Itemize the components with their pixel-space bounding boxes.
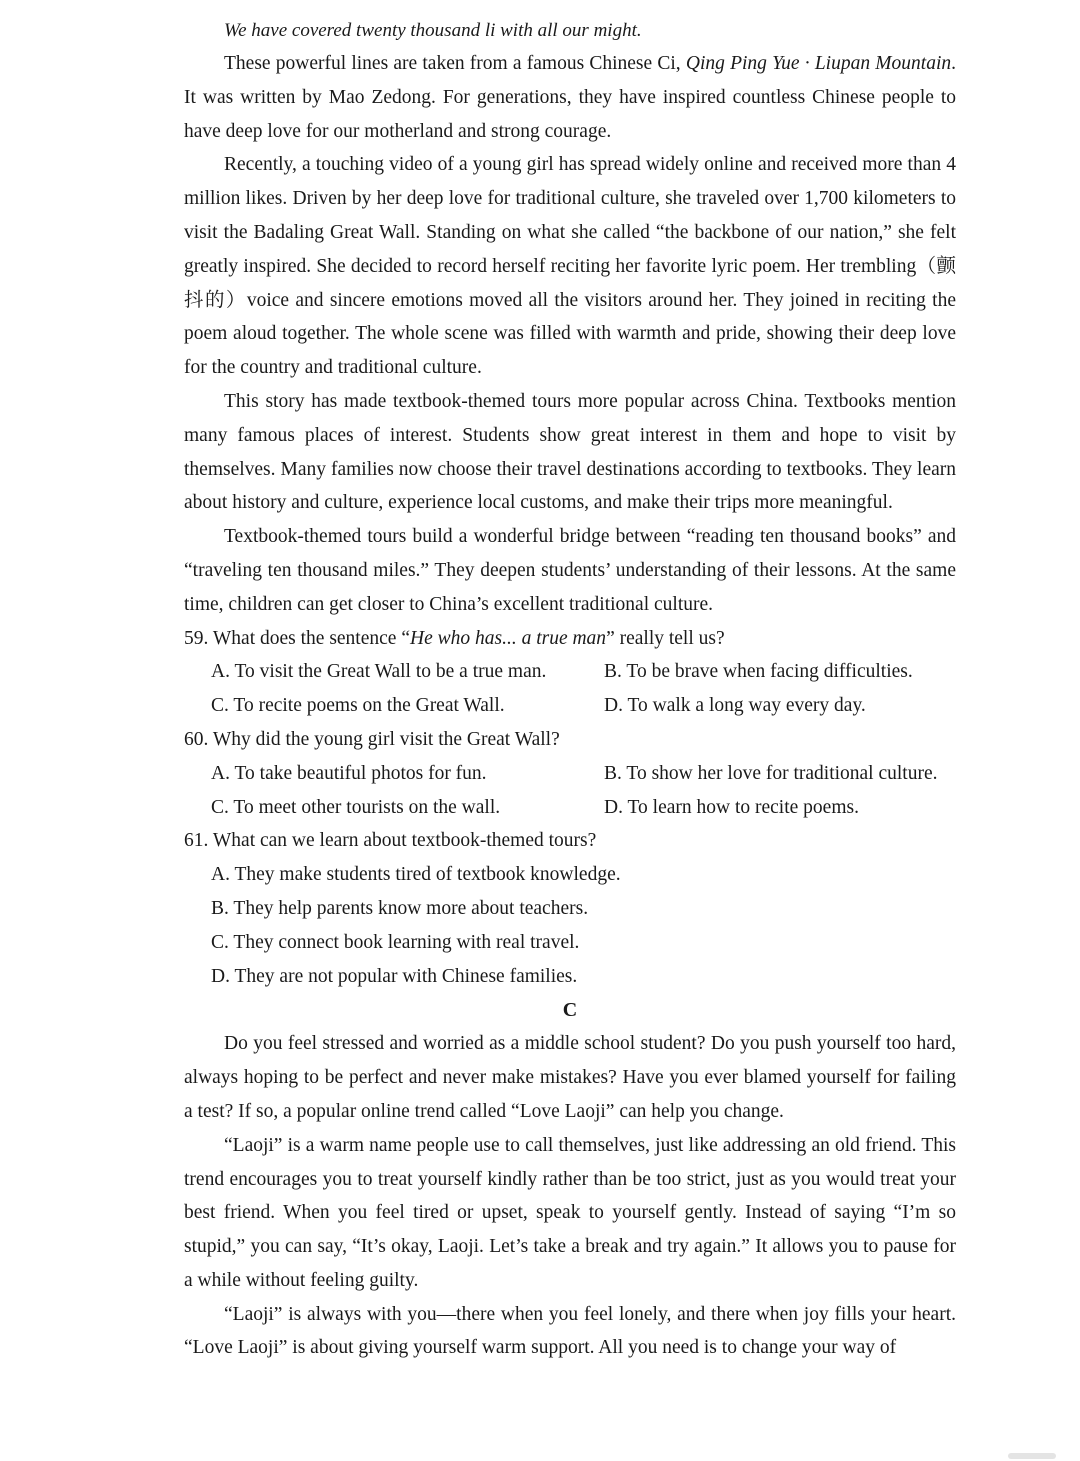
option-d[interactable]: D. To learn how to recite poems. [604, 796, 859, 818]
passage-paragraph: “Laoji” is a warm name people use to call themselves, just like addressing an old friend. This trend encourages you to treat yourself kindly rather than be too strict, just as you would treat your best friend. When you feel tired or upset, speak to yourself gently. Instead of saying “I’m so stupid,” you can say, “It’s okay, Laoji. Let’s take a break and try again.” It allows you to pause for a while without feeling guilty. [184, 1134, 956, 1291]
question-stem: 60. Why did the young girl visit the Great Wall? [184, 728, 560, 750]
option-c[interactable]: C. To recite poems on the Great Wall. [211, 695, 505, 717]
passage-paragraph: Textbook-themed tours build a wonderful bridge between “reading ten thousand books” and “traveling ten thousand miles.” They deepen students’ understanding of their lessons. At the same time, children can get closer to China’s excellent traditional culture. [184, 526, 956, 615]
quoted-sentence: He who has... a true man [409, 627, 607, 649]
epigraph: We have covered twenty thousand li with all our might. [224, 20, 642, 41]
option-a[interactable]: A. They make students tired of textbook knowledge. [211, 864, 621, 886]
option-a[interactable]: A. To take beautiful photos for fun. [211, 762, 487, 784]
stem-text: 59. What does the sentence “ [184, 627, 410, 649]
option-b[interactable]: B. To show her love for traditional culture. [604, 762, 938, 784]
exam-page [184, 14, 956, 1365]
passage-paragraph: This story has made textbook-themed tours more popular across China. Textbooks mention many famous places of interest. Students show great interest in them and hope to visit by themselves. Many families now choose their travel destinations according to textbooks. They learn about history and culture, experience local customs, and make their trips more meaningful. [184, 390, 956, 514]
option-d[interactable]: D. To walk a long way every day. [604, 695, 866, 717]
option-c[interactable]: C. To meet other tourists on the wall. [211, 796, 501, 818]
passage-paragraph: Recently, a touching video of a young girl has spread widely online and received more than 4 million likes. Driven by her deep love for traditional culture, she traveled over 1,700 kilometers to visit the Badaling Great Wall. Standing on what she called “the backbone of our nation,” she felt greatly inspired. She decided to record herself reciting her favorite lyric poem. Her trembling（颤抖的）voice and sincere emotions moved all the visitors around her. They joined in reciting the poem aloud together. The whole scene was filled with warmth and pride, showing their deep love for the country and traditional culture. [184, 154, 956, 379]
options [211, 757, 956, 825]
question-59 [184, 622, 956, 723]
options [211, 655, 956, 723]
question-stem [184, 622, 956, 656]
option-d[interactable]: D. They are not popular with Chinese families. [211, 965, 578, 987]
question-stem: 61. What can we learn about textbook-themed tours? [184, 830, 597, 852]
paragraph-text: . It was written by Mao Zedong. For generations, they have inspired countless Chinese people to have deep love for our motherland and strong courage. [184, 53, 956, 142]
passage-paragraph: Do you feel stressed and worried as a middle school student? Do you push yourself too hard, always hoping to be perfect and never make mistakes? Have you ever blamed yourself for failing a test? If so, a popular online trend called “Love Laoji” can help you change. [184, 1033, 956, 1122]
question-60 [184, 723, 956, 824]
option-c[interactable]: C. They connect book learning with real travel. [211, 931, 580, 953]
options [211, 858, 956, 993]
passage-paragraph [184, 47, 956, 148]
stem-text: ” really tell us? [606, 627, 725, 649]
scan-smudge [1008, 1453, 1056, 1459]
option-b[interactable]: B. They help parents know more about teachers. [211, 897, 589, 919]
passage-paragraph: “Laoji” is always with you—there when you feel lonely, and there when joy fills your heart. “Love Laoji” is about giving yourself warm support. All you need is to change your way of [184, 1303, 956, 1359]
paragraph-text: These powerful lines are taken from a famous Chinese Ci, [224, 53, 686, 74]
option-b[interactable]: B. To be brave when facing difficulties. [604, 661, 913, 683]
option-a[interactable]: A. To visit the Great Wall to be a true man. [211, 661, 547, 683]
question-61 [184, 824, 956, 993]
poem-title: Qing Ping Yue · Liupan Mountain [685, 53, 952, 74]
section-heading: C [562, 999, 578, 1022]
